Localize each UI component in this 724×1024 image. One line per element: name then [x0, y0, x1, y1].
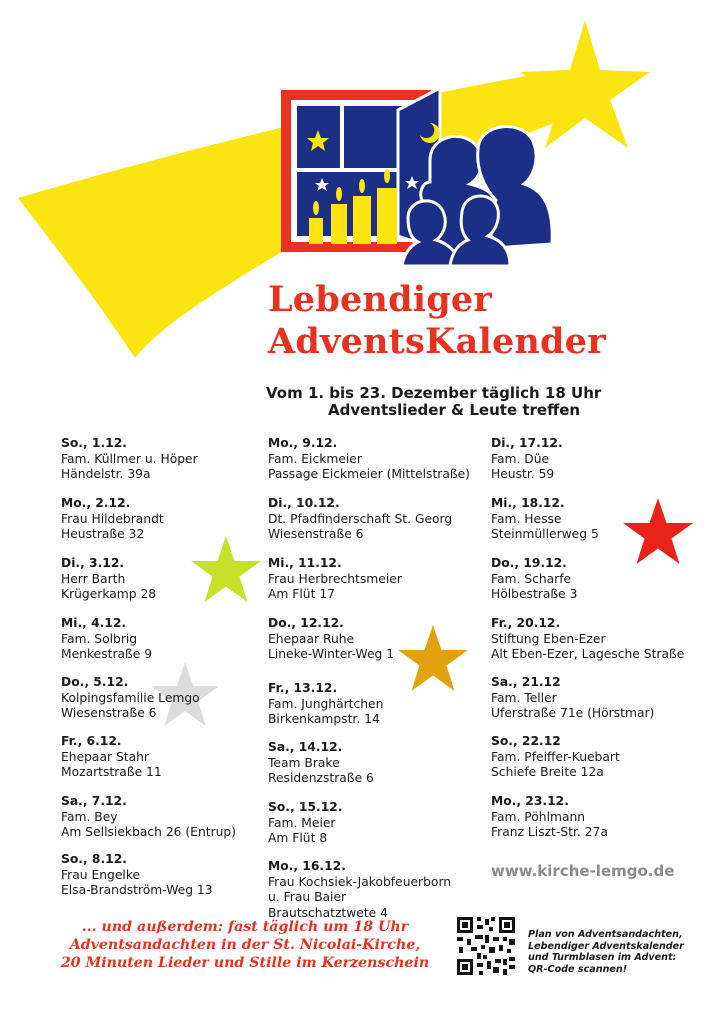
- qr-note-line: Plan von Adventsandachten,: [528, 929, 683, 940]
- entry-host: Fam. Solbrig: [61, 631, 138, 646]
- entry-date: So., 1.12.: [61, 436, 127, 450]
- calendar-entry: [61, 496, 164, 543]
- entry-date: Fr., 6.12.: [61, 734, 122, 748]
- entry-address: Wiesenstraße 6: [61, 706, 157, 720]
- entry-host: Fam. Teller: [491, 690, 557, 705]
- calendar-entry: [491, 794, 608, 841]
- entry-host: Fam. Scharfe: [491, 571, 572, 586]
- calendar-entry: [61, 794, 236, 841]
- entry-host: Fam. Düe: [491, 451, 550, 466]
- calendar-entry: [491, 436, 563, 483]
- calendar-entry: [61, 734, 162, 781]
- subtitle: [266, 384, 602, 419]
- calendar-entry: [268, 436, 470, 483]
- entry-date: Sa., 14.12.: [268, 740, 343, 754]
- entry-date: Di., 3.12.: [61, 556, 125, 570]
- footer-line: 20 Minuten Lieder und Stille im Kerzenschein: [60, 955, 430, 971]
- entry-date: Fr., 20.12.: [491, 616, 561, 630]
- entry-address: Heustr. 59: [491, 467, 555, 481]
- entry-address: Schiefe Breite 12a: [491, 765, 604, 779]
- entry-host: Fam. Bey: [61, 809, 118, 824]
- entry-date: Mi., 11.12.: [268, 556, 342, 570]
- entry-address: Am Flüt 8: [268, 831, 328, 845]
- title-line-1: Lebendiger: [268, 279, 493, 320]
- subtitle-line-1: Vom 1. bis 23. Dezember täglich 18 Uhr: [266, 384, 602, 402]
- calendar-entry: [61, 675, 200, 722]
- calendar-entry: [491, 734, 620, 781]
- qr-note-line: Lebendiger Adventskalender: [528, 940, 684, 952]
- footer-note: [45, 918, 445, 972]
- footer-line: ... und außerdem: fast täglich um 18 Uhr: [81, 919, 409, 935]
- entry-address: Mozartstraße 11: [61, 765, 162, 779]
- qr-code[interactable]: [455, 915, 517, 977]
- calendar-entry: [268, 496, 452, 543]
- entry-host: Ehepaar Ruhe: [268, 631, 355, 646]
- entry-host: Herr Barth: [61, 571, 126, 586]
- calendar-entry: [268, 616, 394, 663]
- calendar-entry: [491, 496, 599, 543]
- entry-address: Heustraße 32: [61, 527, 145, 541]
- entry-host: Fam. Küllmer u. Höper: [61, 451, 198, 466]
- entry-address: Franz Liszt-Str. 27a: [491, 825, 608, 839]
- entry-address: Menkestraße 9: [61, 647, 153, 661]
- calendar-entry: [268, 800, 343, 847]
- entry-address: Lineke-Winter-Weg 1: [268, 647, 395, 661]
- entry-host: Fam. Pöhlmann: [491, 809, 586, 824]
- entry-address: Elsa-Brandström-Weg 13: [61, 883, 213, 897]
- entry-date: So., 8.12.: [61, 852, 127, 866]
- entry-date: Sa., 21.12: [491, 675, 561, 689]
- entry-address: Wiesenstraße 6: [268, 527, 364, 541]
- qr-note-line: und Turmblasen im Advent:: [528, 952, 677, 963]
- entry-date: So., 15.12.: [268, 800, 343, 814]
- entry-date: Mo., 9.12.: [268, 436, 338, 450]
- qr-note: [528, 929, 684, 975]
- calendar-entry: [268, 681, 383, 728]
- calendar-entry: [268, 556, 402, 603]
- entry-host: Frau Kochsiek-Jakobfeuerborn: [268, 874, 452, 889]
- entry-host: Fam. Meier: [268, 815, 336, 830]
- entry-host: Frau Hildebrandt: [61, 511, 164, 526]
- entry-address: Am Sellsiekbach 26 (Entrup): [61, 825, 237, 839]
- star-icon: [190, 536, 262, 606]
- entry-host: Fam. Hesse: [491, 511, 562, 526]
- entry-host: Dt. Pfadfinderschaft St. Georg: [268, 511, 453, 526]
- star-icon: [397, 625, 469, 695]
- entry-address: Hölbestraße 3: [491, 587, 578, 601]
- entry-address: Uferstraße 71e (Hörstmar): [491, 706, 655, 720]
- entry-date: So., 22.12: [491, 734, 561, 748]
- entry-address: Am Flüt 17: [268, 587, 335, 601]
- calendar-entry: [268, 859, 451, 921]
- calendar-entry: [491, 675, 654, 722]
- calendar-entry: [61, 436, 198, 483]
- calendar-entry: [491, 556, 577, 603]
- entry-host: Frau Engelke: [61, 867, 141, 882]
- entry-address: Steinmüllerweg 5: [491, 527, 599, 541]
- entry-host-2: u. Frau Baier: [268, 890, 347, 904]
- entry-host: Ehepaar Stahr: [61, 749, 149, 764]
- entry-date: Mi., 4.12.: [61, 616, 127, 630]
- entry-date: Di., 17.12.: [491, 436, 563, 450]
- entry-date: Mo., 16.12.: [268, 859, 346, 873]
- website-link[interactable]: www.kirche-lemgo.de: [491, 862, 675, 880]
- calendar-entry: [268, 740, 374, 787]
- entry-date: Di., 10.12.: [268, 496, 340, 510]
- comet-star: [520, 20, 650, 148]
- qr-note-line: QR-Code scannen!: [528, 963, 628, 975]
- poster-title: [268, 279, 606, 362]
- entry-date: Mi., 18.12.: [491, 496, 565, 510]
- footer-line: Adventsandachten in der St. Nicolai-Kirche,: [69, 937, 421, 953]
- entry-date: Fr., 13.12.: [268, 681, 338, 695]
- entry-host: Fam. Junghärtchen: [268, 696, 384, 711]
- calendar-entry: [61, 556, 156, 603]
- entry-host: Stiftung Eben-Ezer: [491, 631, 606, 646]
- subtitle-line-2: Adventslieder & Leute treffen: [328, 401, 581, 419]
- entry-address: Residenzstraße 6: [268, 771, 374, 785]
- calendar-entry: [61, 852, 213, 899]
- entry-date: Mo., 2.12.: [61, 496, 131, 510]
- entry-address: Birkenkampstr. 14: [268, 712, 380, 726]
- entry-date: Do., 19.12.: [491, 556, 567, 570]
- calendar-entry: [61, 616, 152, 663]
- star-icon: [622, 498, 694, 568]
- entry-host: Team Brake: [268, 755, 340, 770]
- entry-address: Passage Eickmeier (Mittelstraße): [268, 467, 470, 481]
- entry-host: Frau Herbrechtsmeier: [268, 571, 402, 586]
- entry-date: Mo., 23.12.: [491, 794, 569, 808]
- calendar-entry: [491, 616, 684, 663]
- entry-date: Do., 12.12.: [268, 616, 344, 630]
- entry-address: Alt Eben-Ezer, Lagesche Straße: [491, 647, 685, 661]
- entry-date: Sa., 7.12.: [61, 794, 127, 808]
- entry-date: Do., 5.12.: [61, 675, 129, 689]
- entry-host: Fam. Eickmeier: [268, 451, 362, 466]
- entry-host: Kolpingsfamilie Lemgo: [61, 690, 200, 705]
- entry-host: Fam. Pfeiffer-Kuebart: [491, 749, 620, 764]
- entry-address: Händelstr. 39a: [61, 467, 151, 481]
- title-line-2: AdventsKalender: [268, 321, 606, 362]
- entry-address: Brautschatztwete 4: [268, 905, 388, 920]
- entry-address: Krügerkamp 28: [61, 587, 157, 601]
